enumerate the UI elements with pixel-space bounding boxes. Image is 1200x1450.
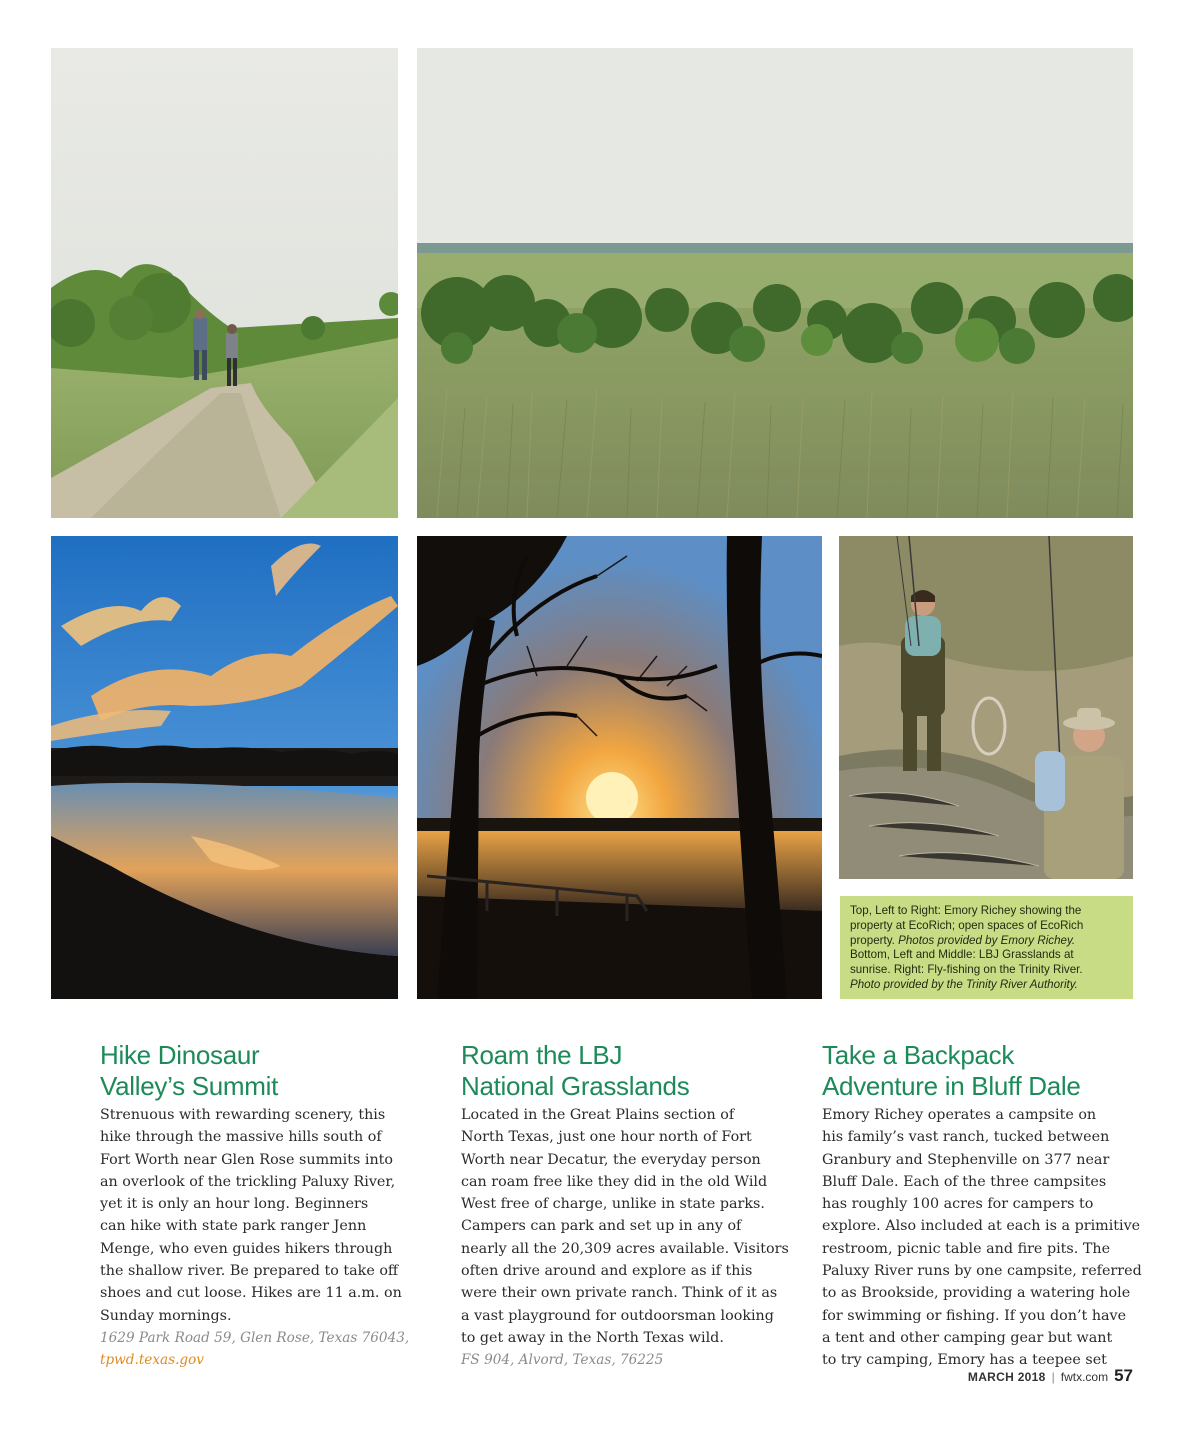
heading-line: Adventure in Bluff Dale xyxy=(822,1071,1081,1101)
body-line: a vast playground for outdoorsman looking xyxy=(461,1307,774,1324)
photo-caption xyxy=(840,896,1133,999)
photo-sunset-trees-middle xyxy=(417,536,822,999)
body-line: North Texas, just one hour north of Fort xyxy=(461,1129,752,1146)
body-line: restroom, picnic table and fire pits. The xyxy=(822,1240,1111,1257)
body-line: Fort Worth near Glen Rose summits into xyxy=(100,1151,394,1168)
body-line: can roam free like they did in the old Wild xyxy=(461,1173,768,1190)
section-body xyxy=(461,1104,789,1349)
body-line: Located in the Great Plains section of xyxy=(461,1107,735,1123)
body-line: Sunday mornings. xyxy=(100,1307,232,1324)
photo-fly-fishing xyxy=(839,536,1133,879)
caption-line xyxy=(850,978,1125,993)
footer-separator: | xyxy=(1051,1370,1055,1384)
page-footer xyxy=(968,1366,1133,1386)
body-line: for swimming or fishing. If you don’t have xyxy=(822,1307,1127,1324)
body-line: West free of charge, unlike in state parks. xyxy=(461,1196,765,1213)
section-heading xyxy=(822,1040,1138,1102)
body-line: the shallow river. Be prepared to take off xyxy=(100,1263,399,1280)
caption-line xyxy=(850,934,1125,949)
body-line: to get away in the North Texas wild. xyxy=(461,1329,724,1346)
body-line: Bluff Dale. Each of the three campsites xyxy=(822,1173,1107,1190)
body-line: Paluxy River runs by one campsite, referred xyxy=(822,1263,1142,1280)
address-text: FS 904, Alvord, Texas, 76225 xyxy=(461,1352,664,1369)
body-line: Campers can park and set up in any of xyxy=(461,1218,742,1235)
body-line: a tent and other camping gear but want xyxy=(822,1329,1113,1346)
heading-line: Take a Backpack xyxy=(822,1040,1015,1070)
issue-date: MARCH 2018 xyxy=(967,1370,1046,1384)
body-line: nearly all the 20,309 acres available. Visitors xyxy=(461,1240,789,1257)
website-link[interactable]: tpwd.texas.gov xyxy=(100,1352,204,1369)
body-line: shoes and cut loose. Hikes are 11 a.m. on xyxy=(100,1285,402,1302)
body-line: can hike with state park ranger Jenn xyxy=(100,1218,367,1235)
body-line: Granbury and Stephenville on 377 near xyxy=(822,1151,1110,1168)
body-line: explore. Also included at each is a primitive xyxy=(822,1218,1141,1235)
heading-line: Hike Dinosaur xyxy=(100,1040,260,1070)
section-body xyxy=(100,1104,416,1327)
heading-line: National Grasslands xyxy=(461,1071,690,1101)
body-line: to as Brookside, providing a watering hole xyxy=(822,1285,1131,1302)
body-line: has roughly 100 acres for campers to xyxy=(822,1196,1094,1213)
body-line: often drive around and explore as if this xyxy=(461,1263,753,1280)
heading-line: Valley’s Summit xyxy=(100,1071,279,1101)
caption-line: Top, Left to Right: Emory Richey showing the xyxy=(850,904,1082,917)
photo-sunset-lake-left xyxy=(51,536,398,999)
caption-line: Bottom, Left and Middle: LBJ Grasslands at xyxy=(850,948,1074,962)
body-line: were their own private ranch. Think of it as xyxy=(461,1285,778,1302)
body-line: an overlook of the trickling Paluxy River, xyxy=(100,1173,396,1190)
article-column-bluff-dale xyxy=(822,1040,1142,1372)
body-line: Menge, who even guides hikers through xyxy=(100,1240,393,1257)
body-line: his family’s vast ranch, tucked between xyxy=(822,1129,1110,1146)
body-line: Worth near Decatur, the everyday person xyxy=(461,1151,761,1168)
caption-photo-credit: Photo provided by the Trinity River Authority. xyxy=(850,977,1078,991)
body-line: Emory Richey operates a campsite on xyxy=(822,1107,1097,1123)
site-name: fwtx.com xyxy=(1060,1370,1109,1384)
caption-photo-credit: Photos provided by Emory Richey. xyxy=(898,933,1076,947)
article-column-lbj-grasslands xyxy=(461,1040,789,1372)
section-body xyxy=(822,1104,1142,1372)
page-number: 57 xyxy=(1114,1366,1133,1385)
caption-text: property. xyxy=(850,933,899,947)
heading-line: Roam the LBJ xyxy=(461,1040,623,1070)
caption-line: sunrise. Right: Fly-fishing on the Trinity River. xyxy=(850,963,1083,977)
address-text: 1629 Park Road 59, Glen Rose, Texas 76043, xyxy=(100,1329,410,1346)
body-line: to try camping, Emory has a teepee set xyxy=(822,1352,1107,1369)
section-heading xyxy=(100,1040,416,1102)
body-line: hike through the massive hills south of xyxy=(100,1129,382,1146)
article-column-dinosaur-valley xyxy=(100,1040,416,1372)
photo-open-grassland xyxy=(417,48,1133,518)
body-line: yet it is only an hour long. Beginners xyxy=(100,1196,369,1213)
section-heading xyxy=(461,1040,777,1102)
caption-line: property at EcoRich; open spaces of EcoRich xyxy=(850,918,1084,932)
photo-hikers-trail xyxy=(51,48,398,518)
body-line: Strenuous with rewarding scenery, this xyxy=(100,1107,386,1123)
